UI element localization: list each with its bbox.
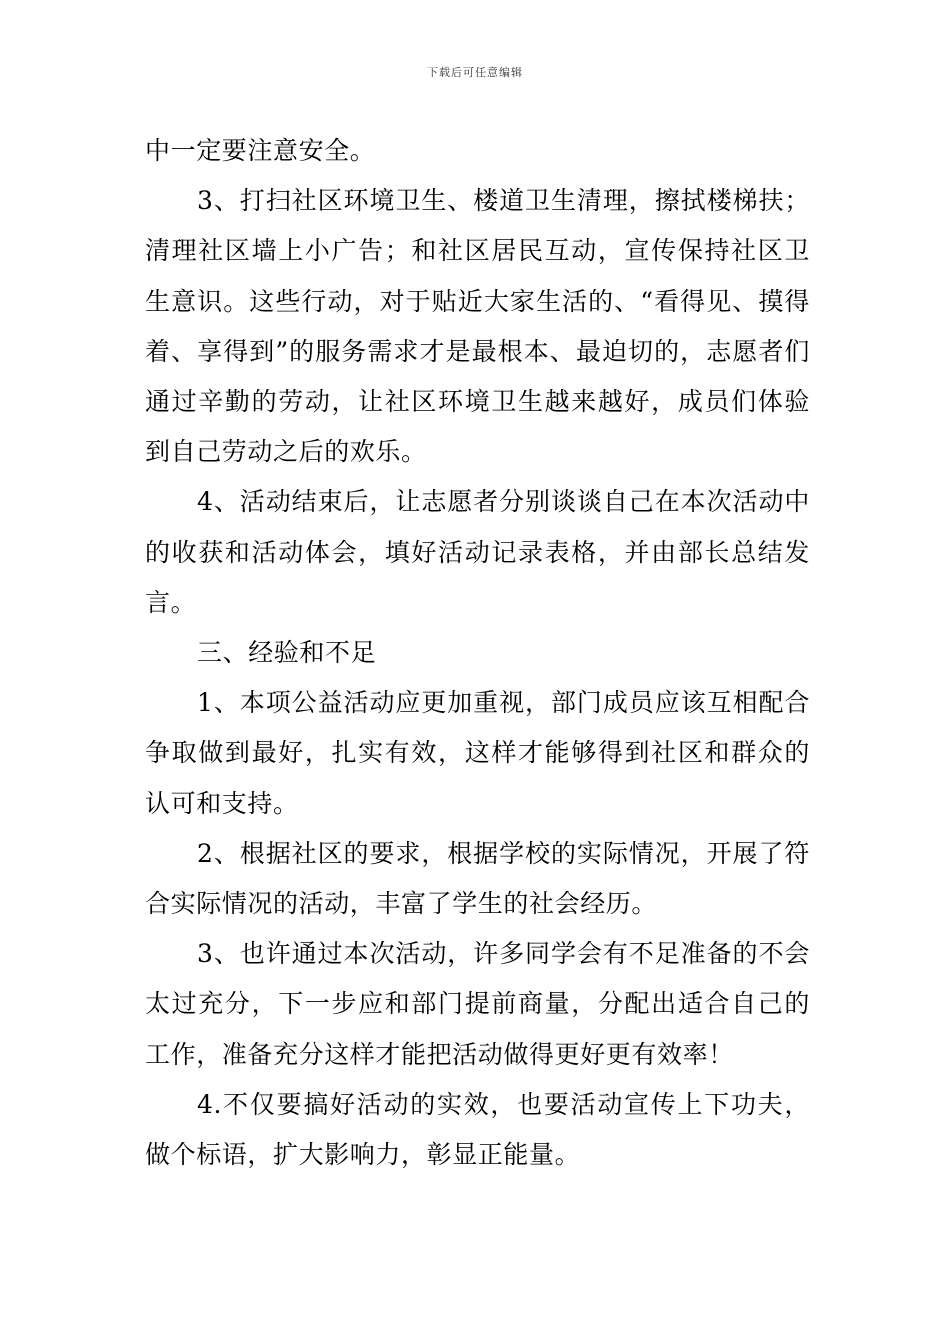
document-body: [145, 126, 810, 1180]
section-heading: 三、经验和不足: [197, 638, 377, 668]
paragraph-4: 1、本项公益活动应更加重视，部门成员应该互相配合争取做到最好，扎实有效，这样才能够得到社区和群众的认可和支持。: [145, 688, 810, 818]
paragraph-6: 3、也许通过本次活动，许多同学会有不足准备的不会太过充分，下一步应和部门提前商量，分配出适合自己的工作，准备充分这样才能把活动做得更好更有效率！: [145, 939, 810, 1069]
paragraph-1: 中一定要注意安全。: [145, 136, 376, 165]
header-note: 下载后可任意编辑: [427, 66, 523, 79]
paragraph-7: 4.不仅要搞好活动的实效，也要活动宣传上下功夫，做个标语，扩大影响力，彰显正能量。: [145, 1089, 810, 1170]
paragraph-3: 4、活动结束后，让志愿者分别谈谈自己在本次活动中的收获和活动体会，填好活动记录表格，并由部长总结发言。: [145, 487, 810, 617]
paragraph-5: 2、根据社区的要求，根据学校的实际情况，开展了符合实际情况的活动，丰富了学生的社会经历。: [145, 838, 810, 919]
paragraph-2: 3、打扫社区环境卫生、楼道卫生清理，擦拭楼梯扶；清理社区墙上小广告；和社区居民互动，宣传保持社区卫生意识。这些行动，对于贴近大家生活的、“看得见、摸得着、享得到”的服务需求才是最根本、最迫切的，志愿者们通过辛勤的劳动，让社区环境卫生越来越好，成员们体验到自己劳动之后的欢乐。: [145, 186, 810, 467]
